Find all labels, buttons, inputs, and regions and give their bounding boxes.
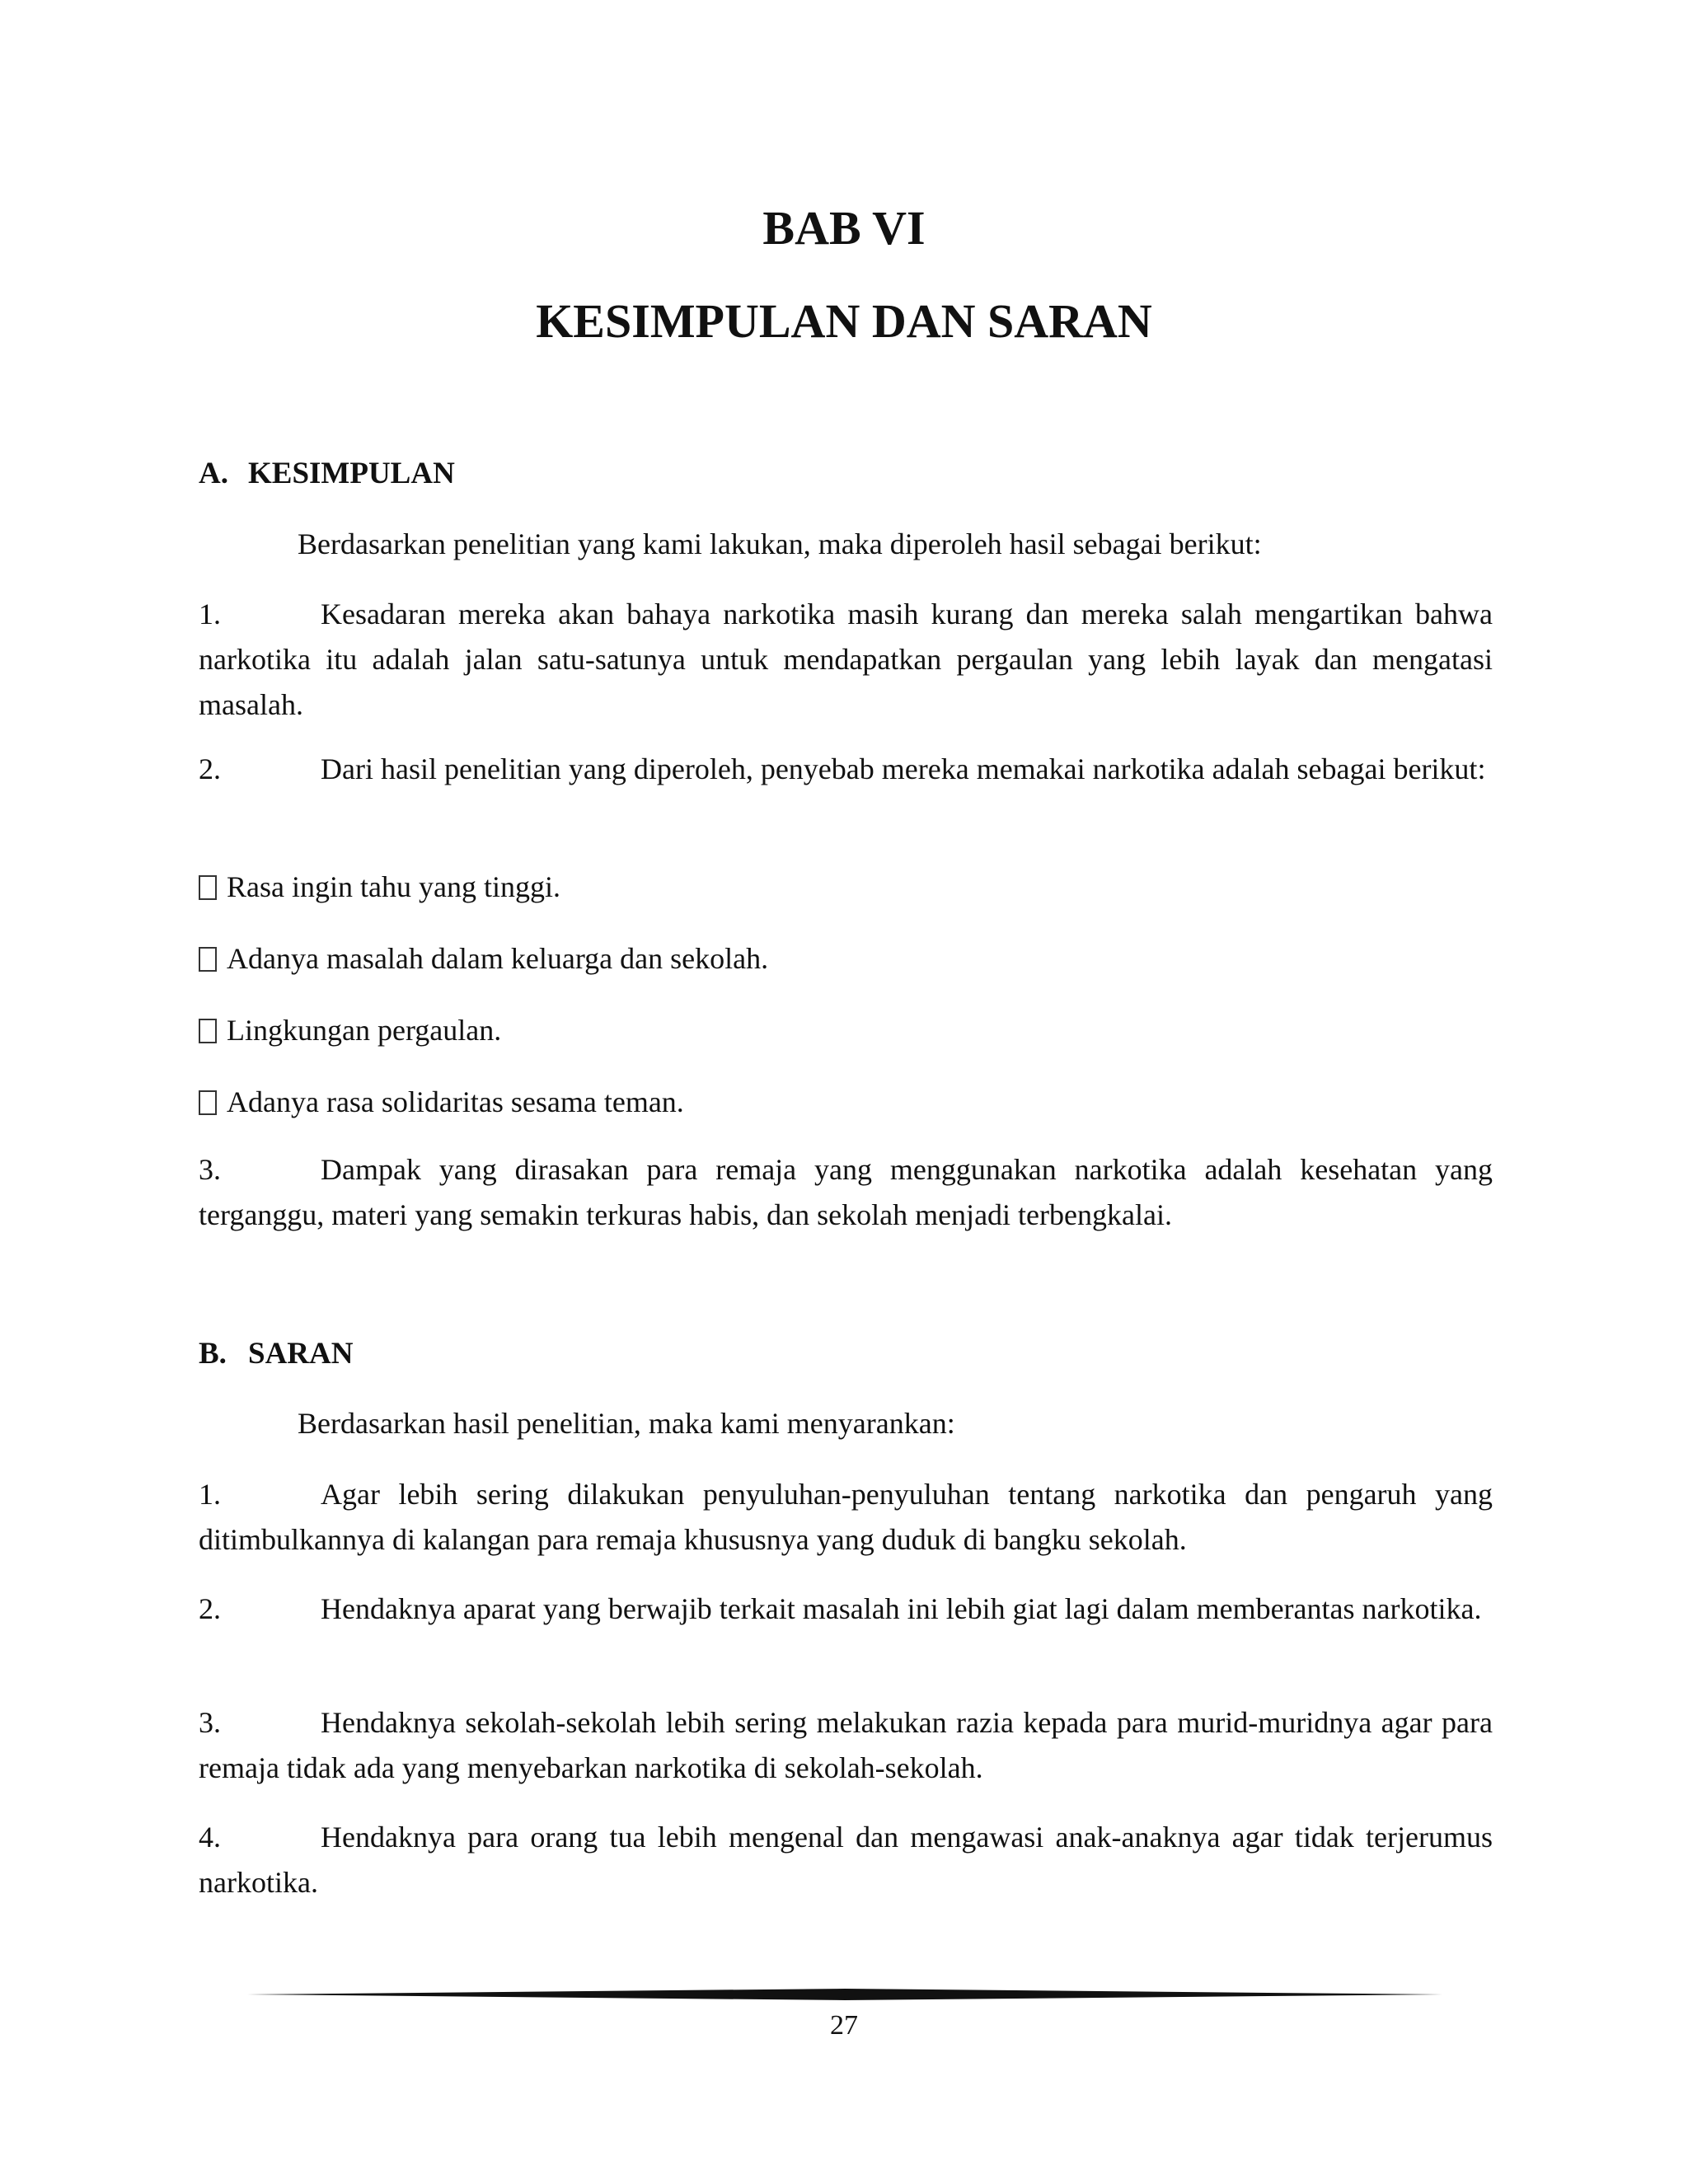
bullet-item: [199, 1011, 501, 1049]
list-item: [199, 1700, 1493, 1791]
item-number: 2.: [199, 1592, 221, 1625]
item-text: Agar lebih sering dilakukan penyuluhan-penyuluhan tentang narkotika dan pengaruh yang ditimbulkannya di kalangan para remaja khususnya yang duduk di bangku sekolah.: [199, 1478, 1493, 1556]
item-text: Dari hasil penelitian yang diperoleh, penyebab mereka memakai narkotika adalah sebagai berikut:: [321, 752, 1486, 785]
checkbox-icon: [199, 1019, 217, 1043]
item-number: 2.: [199, 752, 221, 785]
list-item: [199, 747, 1493, 792]
item-number: 1.: [199, 1478, 221, 1511]
section-intro: Berdasarkan penelitian yang kami lakukan, maka diperoleh hasil sebagai berikut:: [298, 527, 1262, 560]
section-title: SARAN: [248, 1337, 354, 1371]
item-number: 3.: [199, 1153, 221, 1186]
bullet-item: [199, 940, 768, 977]
bullet-text: Lingkungan pergaulan.: [227, 1014, 502, 1047]
checkbox-icon: [199, 875, 217, 900]
chapter-title: KESIMPULAN DAN SARAN: [536, 294, 1152, 348]
section-letter: B.: [199, 1337, 227, 1371]
bullet-text: Adanya masalah dalam keluarga dan sekolah.: [227, 942, 769, 975]
chapter-number: BAB VI: [762, 201, 926, 255]
checkbox-icon: [199, 1090, 217, 1115]
list-item: [199, 592, 1493, 728]
bullet-item: [199, 868, 560, 906]
bullet-item: [199, 1083, 684, 1121]
item-number: 1.: [199, 598, 221, 630]
list-item: [199, 1815, 1493, 1905]
list-item: [199, 1472, 1493, 1563]
item-text: Dampak yang dirasakan para remaja yang menggunakan narkotika adalah kesehatan yang terganggu, materi yang semakin terkuras habis, dan sekolah menjadi terbengkalai.: [199, 1153, 1493, 1231]
item-text: Hendaknya para orang tua lebih mengenal dan mengawasi anak-anaknya agar tidak terjerumus narkotika.: [199, 1821, 1493, 1899]
item-text: Hendaknya aparat yang berwajib terkait masalah ini lebih giat lagi dalam memberantas narkotika.: [321, 1592, 1482, 1625]
item-number: 4.: [199, 1821, 221, 1854]
section-heading-saran: [199, 1335, 353, 1373]
page-number: 27: [830, 2010, 858, 2041]
section-letter: A.: [199, 457, 228, 490]
section-heading-kesimpulan: [199, 455, 455, 493]
bullet-text: Adanya rasa solidaritas sesama teman.: [227, 1085, 684, 1118]
section-intro: Berdasarkan hasil penelitian, maka kami menyarankan:: [298, 1407, 955, 1440]
item-number: 3.: [199, 1706, 221, 1739]
footer-divider: [247, 1986, 1442, 2003]
bullet-text: Rasa ingin tahu yang tinggi.: [227, 870, 560, 903]
item-text: Kesadaran mereka akan bahaya narkotika masih kurang dan mereka salah mengartikan bahwa narkotika itu adalah jalan satu-satunya untuk mendapatkan pergaulan yang lebih layak dan mengatasi masalah.: [199, 598, 1493, 721]
list-item: [199, 1147, 1493, 1238]
section-title: KESIMPULAN: [248, 457, 455, 490]
list-item: [199, 1586, 1493, 1632]
item-text: Hendaknya sekolah-sekolah lebih sering melakukan razia kepada para murid-muridnya agar para remaja tidak ada yang menyebarkan narkotika di sekolah-sekolah.: [199, 1706, 1493, 1784]
checkbox-icon: [199, 947, 217, 972]
